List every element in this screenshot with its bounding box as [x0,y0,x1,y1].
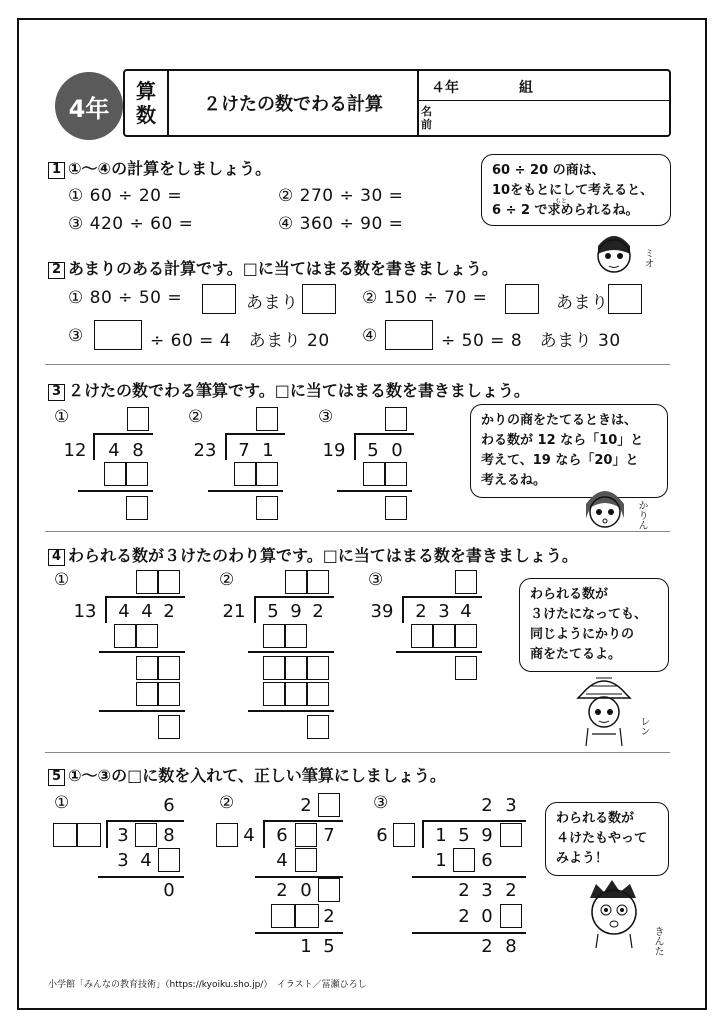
q2-problem-4-label: ④ [362,326,378,346]
quotient-box[interactable] [285,570,307,594]
subtraction-line [248,651,334,653]
dividend-digit: 5 [458,825,470,846]
dividend-digit: 2 [163,601,175,622]
dividend-digit: 9 [481,825,493,846]
answer-box[interactable] [94,320,142,350]
dividend-digit: 1 [435,825,447,846]
q2-title: 2 あまりのある計算です。□に当てはまる数を書きましょう。 [48,256,498,279]
difference-digit: 0 [300,880,312,901]
q2-problem-3: ÷ 60 = 4 あまり 20 [150,331,330,351]
division-bar [93,433,153,435]
product-digit: 1 [435,850,447,871]
subtraction-line [255,932,343,934]
division-bracket [422,820,424,848]
answer-box[interactable] [385,320,433,350]
quotient-box[interactable] [318,793,340,817]
division-bar [422,820,526,822]
quotient-digit: 6 [163,795,175,816]
divisor: 12 [63,440,87,461]
q1-number: 1 [48,162,65,179]
character-karin-name: かりん [636,500,647,530]
product-digit: 4 [276,850,288,871]
subtraction-line [99,651,185,653]
product-box[interactable] [136,624,158,648]
remainder-label: あまり [556,293,609,313]
product-digit: 3 [117,850,129,871]
remainder-digit: 0 [163,880,175,901]
q2-problem-1: ① 80 ÷ 50 = [68,288,183,308]
q5-number: 5 [48,769,65,786]
footer-credit: 小学館「みんなの教育技術」（https://kyoiku.sho.jp/） イラスト／冨瀬ひろし [48,980,367,990]
product-box[interactable] [295,848,317,872]
divisor-box[interactable] [53,823,77,847]
q5-item3-label: ③ [373,793,389,813]
answer-box[interactable] [302,284,336,314]
q5-title: 5 ①～③の□に数を入れて、正しい筆算にしましょう。 [48,763,446,786]
subtraction-line [208,490,283,492]
dividend-digit: 3 [117,825,129,846]
q4-item2-label: ② [219,570,235,590]
dividend-digit: 8 [132,440,144,461]
product-box[interactable] [363,462,385,486]
difference-box[interactable] [263,656,285,680]
dividend-digit: 0 [391,440,403,461]
q3-title: 3 ２けたの数でわる筆算です。□に当てはまる数を書きましょう。 [48,378,530,401]
q2-problem-2: ② 150 ÷ 70 = [362,288,488,308]
difference-digit: 2 [505,880,517,901]
q4-title: 4 わられる数が３けたのわり算です。□に当てはまる数を書きましょう。 [48,543,578,566]
dividend-digit: 2 [312,601,324,622]
product-box[interactable] [411,624,433,648]
q3-item3-label: ③ [318,407,334,427]
product-box[interactable] [234,462,256,486]
product-digit: 6 [481,850,493,871]
divisor: 13 [73,601,97,622]
product-box[interactable] [385,462,407,486]
character-kinta-illustration [584,876,644,948]
division-bracket [254,596,256,623]
division-bar [402,596,482,598]
divisor: 19 [322,440,346,461]
subtraction-line [78,490,153,492]
answer-box[interactable] [608,284,642,314]
product-box[interactable] [453,848,475,872]
product-box[interactable] [433,624,455,648]
answer-box[interactable] [202,284,236,314]
subtraction-line [98,876,184,878]
q5-item1-label: ① [54,793,70,813]
dividend-digit: 2 [415,601,427,622]
q2-problem-4: ÷ 50 = 8 あまり 30 [441,331,621,351]
q4-hint-bubble: わられる数が ３けたになっても、 同じようにかりの 商をたてるよ。 [519,578,669,672]
quotient-box[interactable] [136,570,158,594]
difference-box[interactable] [136,656,158,680]
q1-title: 1 ①～④の計算をしましょう。 [48,156,271,179]
product-box[interactable] [455,624,477,648]
dividend-digit: 3 [438,601,450,622]
product-digit: 4 [140,850,152,871]
remainder-digit: 5 [323,936,335,957]
divisor: 39 [370,601,394,622]
product-box[interactable] [158,848,180,872]
division-bracket [105,596,107,623]
remainder-box[interactable] [455,656,477,680]
subtraction-line [99,710,185,712]
dividend-digit: 7 [323,825,335,846]
class-grade: ４年 [431,80,459,96]
product-digit: 2 [323,906,335,927]
q1-problem-1: ① 60 ÷ 20 = [68,186,183,206]
q5-item2-label: ② [219,793,235,813]
q4-item1-label: ① [54,570,70,590]
quotient-box[interactable] [127,407,149,431]
section-divider [45,364,670,365]
difference-box[interactable] [285,656,307,680]
q3-item1-label: ① [54,407,70,427]
difference-box[interactable] [318,878,340,902]
subtraction-line [337,490,412,492]
q3-item2-label: ② [188,407,204,427]
product-box[interactable] [285,682,307,706]
remainder-label: あまり [246,293,299,313]
divisor: 21 [222,601,246,622]
division-bar [354,433,414,435]
dividend-digit: 6 [276,825,288,846]
division-bracket [225,433,227,460]
remainder-digit: 2 [481,936,493,957]
dividend-digit: 7 [238,440,250,461]
division-bracket [263,820,265,848]
dividend-digit: 4 [108,440,120,461]
character-mio-illustration [590,224,638,276]
q1-hint-bubble: 60 ÷ 20 の商は、 10をもとにして考えると、 6 ÷ 2 で求められるね。 [481,154,671,226]
name-label: 名 前 [421,105,432,131]
q3-hint-bubble: かりの商をたてるときは、 わる数が 12 なら「10」と 考えて、19 なら「20」と 考えるね。 [470,404,668,498]
section-divider [45,752,670,753]
division-bar [263,820,343,822]
q4-item3-label: ③ [368,570,384,590]
hint-ruby: もと [555,198,568,205]
product-digit: 0 [481,906,493,927]
quotient-box[interactable] [455,570,477,594]
answer-box[interactable] [505,284,539,314]
division-bar [225,433,285,435]
product-box[interactable] [136,682,158,706]
product-box[interactable] [256,462,278,486]
class-kumi: 組 [519,80,533,96]
subtraction-line [248,710,334,712]
difference-digit: 2 [458,880,470,901]
section-divider [45,531,670,532]
divisor-box[interactable] [77,823,101,847]
difference-digit: 2 [276,880,288,901]
division-bracket [93,433,95,460]
quotient-digit: 2 [481,795,493,816]
remainder-box[interactable] [385,496,407,520]
remainder-box[interactable] [158,715,180,739]
subtraction-line [396,651,482,653]
product-box[interactable] [307,682,329,706]
dividend-digit: 9 [290,601,302,622]
remainder-box[interactable] [307,715,329,739]
product-digit: 2 [458,906,470,927]
product-box[interactable] [104,462,126,486]
q1-problem-4: ④ 360 ÷ 90 = [278,214,404,234]
q1-problem-3: ③ 420 ÷ 60 = [68,214,194,234]
divisor-digit: 6 [376,825,388,846]
character-karin-illustration [580,478,630,534]
difference-box[interactable] [158,656,180,680]
product-box[interactable] [114,624,136,648]
divisor-digit: 4 [243,825,255,846]
quotient-digit: 3 [505,795,517,816]
q3-number: 3 [48,384,65,401]
remainder-digit: 1 [300,936,312,957]
product-box[interactable] [263,682,285,706]
product-box[interactable] [500,904,522,928]
q2-problem-3-label: ③ [68,326,84,346]
product-box[interactable] [285,624,307,648]
dividend-digit: 8 [163,825,175,846]
difference-box[interactable] [307,656,329,680]
grade-badge: 4年 [55,72,123,140]
subject-char: 算 [136,79,156,103]
divisor: 23 [193,440,217,461]
character-ren-illustration [576,668,632,746]
dividend-digit: 1 [262,440,274,461]
division-bar [106,820,184,822]
subtraction-line [412,932,526,934]
dividend-box[interactable] [135,823,157,847]
character-kinta-name: きんた [652,926,663,956]
worksheet-title: ２けたの数でわる計算 [169,71,419,135]
character-mio-name: ミオ [642,248,653,268]
dividend-digit: 4 [141,601,153,622]
q2-number: 2 [48,262,65,279]
quotient-box[interactable] [307,570,329,594]
q5-hint-bubble: わられる数が ４けたもやって みよう！ [545,802,669,876]
product-box[interactable] [126,462,148,486]
student-info [419,71,669,135]
subject-cell [125,71,169,135]
division-bracket [106,820,108,848]
header-box [123,69,671,137]
dividend-box[interactable] [500,823,522,847]
division-bracket [402,596,404,623]
dividend-digit: 5 [267,601,279,622]
class-row [419,71,669,101]
quotient-digit: 2 [300,795,312,816]
divisor-box[interactable] [216,823,238,847]
remainder-box[interactable] [256,496,278,520]
difference-digit: 3 [481,880,493,901]
character-ren-name: レン [638,716,649,736]
division-bracket [354,433,356,460]
subtraction-line [412,876,526,878]
dividend-digit: 4 [118,601,130,622]
product-box[interactable] [271,904,295,928]
division-bar [105,596,185,598]
subject-char: 数 [136,103,156,127]
product-box[interactable] [158,682,180,706]
dividend-digit: 4 [460,601,472,622]
division-bar [254,596,334,598]
product-box[interactable] [295,904,319,928]
product-box[interactable] [263,624,285,648]
dividend-box[interactable] [295,823,317,847]
dividend-digit: 5 [367,440,379,461]
quotient-box[interactable] [158,570,180,594]
divisor-box[interactable] [393,823,415,847]
q4-number: 4 [48,549,65,566]
remainder-box[interactable] [126,496,148,520]
quotient-box[interactable] [256,407,278,431]
remainder-digit: 8 [505,936,517,957]
quotient-box[interactable] [385,407,407,431]
q1-problem-2: ② 270 ÷ 30 = [278,186,404,206]
